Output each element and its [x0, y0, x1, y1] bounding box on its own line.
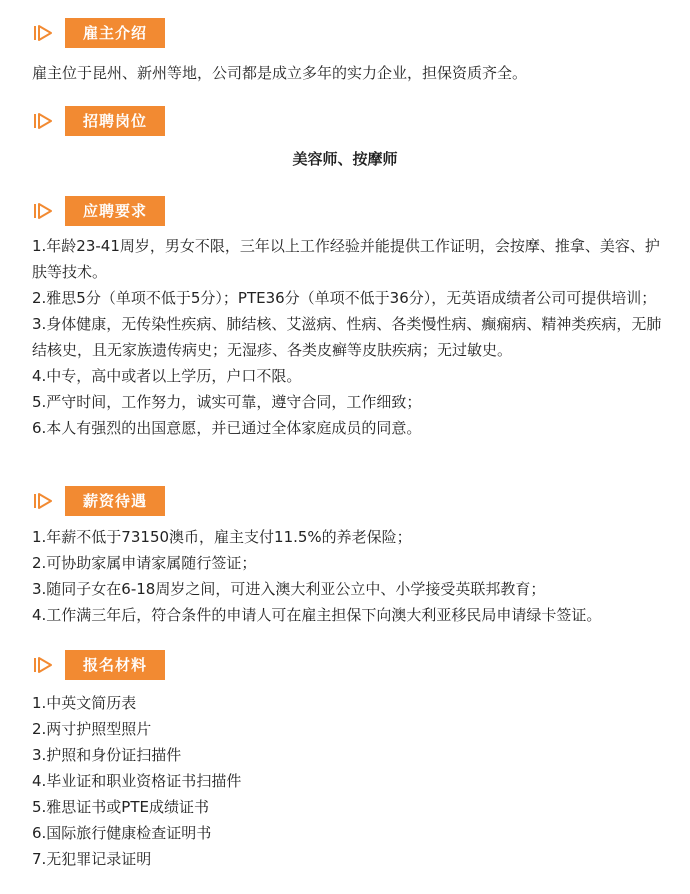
- play-triangle-icon: [33, 201, 53, 221]
- section-header-positions: [33, 106, 165, 136]
- section-title-positions: 招聘岗位: [65, 106, 165, 136]
- list-item: 2.可协助家属申请家属随行签证；: [32, 554, 257, 572]
- list-item: 7.无犯罪记录证明: [32, 850, 152, 868]
- list-item: 5.雅思证书或PTE成绩证书: [32, 798, 209, 816]
- play-triangle-icon: [33, 23, 53, 43]
- list-item: 6.本人有强烈的出国意愿，并已通过全体家庭成员的同意。: [32, 419, 422, 437]
- salary-list: [32, 524, 668, 628]
- list-item: 2.雅思5分（单项不低于5分）；PTE36分（单项不低于36分），无英语成绩者公司可提供培训；: [32, 289, 657, 307]
- positions-list: 美容师、按摩师: [292, 150, 398, 168]
- employer-description: 雇主位于昆州、新州等地，公司都是成立多年的实力企业，担保资质齐全。: [32, 64, 528, 82]
- list-item: 1.年薪不低于73150澳币，雇主支付11.5%的养老保险；: [32, 528, 412, 546]
- list-item: 1.年龄23-41周岁，男女不限，三年以上工作经验并能提供工作证明，会按摩、推拿、美容、护肤等技术。: [32, 237, 660, 281]
- section-header-salary: [33, 486, 165, 516]
- list-item: 5.严守时间，工作努力，诚实可靠，遵守合同，工作细致；: [32, 393, 422, 411]
- list-item: 4.工作满三年后，符合条件的申请人可在雇主担保下向澳大利亚移民局申请绿卡签证。: [32, 606, 602, 624]
- list-item: 1.中英文简历表: [32, 694, 137, 712]
- list-item: 3.随同子女在6-18周岁之间，可进入澳大利亚公立中、小学接受英联邦教育；: [32, 580, 546, 598]
- list-item: 3.身体健康，无传染性疾病、肺结核、艾滋病、性病、各类慢性病、癫痫病、精神类疾病，无肺结核史，且无家族遗传病史；无湿疹、各类皮癣等皮肤疾病；无过敏史。: [32, 315, 662, 359]
- play-triangle-icon: [33, 655, 53, 675]
- section-title-employer: 雇主介绍: [65, 18, 165, 48]
- list-item: 4.毕业证和职业资格证书扫描件: [32, 772, 242, 790]
- list-item: 4.中专，高中或者以上学历，户口不限。: [32, 367, 302, 385]
- play-triangle-icon: [33, 491, 53, 511]
- section-header-employer: [33, 18, 165, 48]
- requirements-list: [32, 233, 668, 441]
- section-title-requirements: 应聘要求: [65, 196, 165, 226]
- materials-list: [32, 690, 668, 872]
- list-item: 2.两寸护照型照片: [32, 720, 152, 738]
- section-header-materials: [33, 650, 165, 680]
- list-item: 6.国际旅行健康检查证明书: [32, 824, 212, 842]
- section-title-materials: 报名材料: [65, 650, 165, 680]
- section-title-salary: 薪资待遇: [65, 486, 165, 516]
- list-item: 3.护照和身份证扫描件: [32, 746, 182, 764]
- play-triangle-icon: [33, 111, 53, 131]
- section-header-requirements: [33, 196, 165, 226]
